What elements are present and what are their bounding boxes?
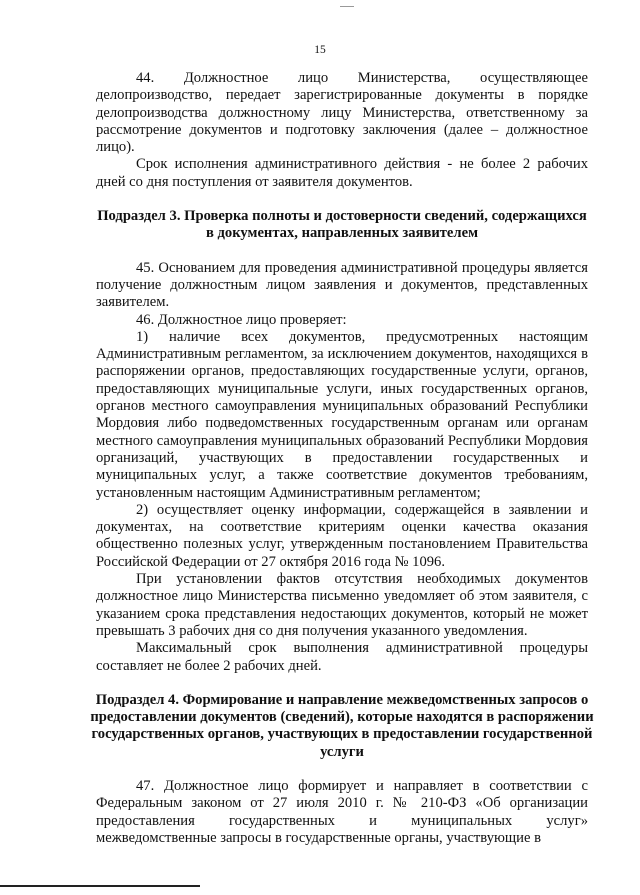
paragraph-46-item-2: 2) осуществляет оценку информации, содержащейся в заявлении и документах, на соответствие критериям оценки качества оказания общественно полезных услуг, утвержденным постановлением Правительства Российской Федерации от 27 октября 2016 года № 1096. <box>96 501 588 570</box>
subsection-4-heading: Подраздел 4. Формирование и направление межведомственных запросов о предоставлении документов (сведений), которые находятся в распоряжении государственных органов, участвующих в предоставлении государственной услуги <box>90 691 594 760</box>
top-scan-mark <box>340 6 354 7</box>
paragraph-44: 44. Должностное лицо Министерства, осуществляющее делопроизводство, передает зарегистрированные документы в порядке делопроизводства должностному лицу Министерства, ответственному за рассмотрение документов и подготовку заключения (далее – должностное лицо). <box>96 70 588 156</box>
paragraph-45: 45. Основанием для проведения административной процедуры является получение должностным лицом заявления и документов, представленных заявителем. <box>96 259 588 311</box>
paragraph-46-item-1: 1) наличие всех документов, предусмотренных настоящим Административным регламентом, за исключением документов, находящихся в распоряжении органов, предоставляющих государственные услуги, органов, предоставляющих муниципальные услуги, иных государственных органов, органов местного самоуправления муниципальных образований Республики Мордовия либо подведомственных государственным органам или органам местного самоуправления муниципальных образований Республики Мордовия организаций, участвующих в предоставлении государственных и муниципальных услуг, а также соответствие документов требованиям, установленным настоящим Административным регламентом; <box>96 328 588 501</box>
paragraph-deadline: Срок исполнения административного действия - не более 2 рабочих дней со дня поступления от заявителя документов. <box>96 156 588 190</box>
paragraph-47: 47. Должностное лицо формирует и направляет в соответствии с Федеральным законом от 27 июля 2010 г. № 210-ФЗ «Об организации предоставления государственных и муниципальных услуг» межведомственные запросы в государственные органы, участвующие в <box>96 777 588 846</box>
footer-rule <box>0 885 200 887</box>
paragraph-missing-docs: При установлении фактов отсутствия необходимых документов должностное лицо Министерства письменно уведомляет об этом заявителя, с указанием срока представления недостающих документов, который не может превышать 3 рабочих дня со дня получения указанного уведомления. <box>96 571 588 639</box>
subsection-3-heading: Подраздел 3. Проверка полноты и достоверности сведений, содержащихся в документах, направленных заявителем <box>97 208 587 242</box>
document-body <box>90 70 594 847</box>
paragraph-46: 46. Должностное лицо проверяет: <box>136 311 347 328</box>
page-number: 15 <box>314 44 326 56</box>
paragraph-max-term: Максимальный срок выполнения административной процедуры составляет не более 2 рабочих дней. <box>96 640 588 674</box>
